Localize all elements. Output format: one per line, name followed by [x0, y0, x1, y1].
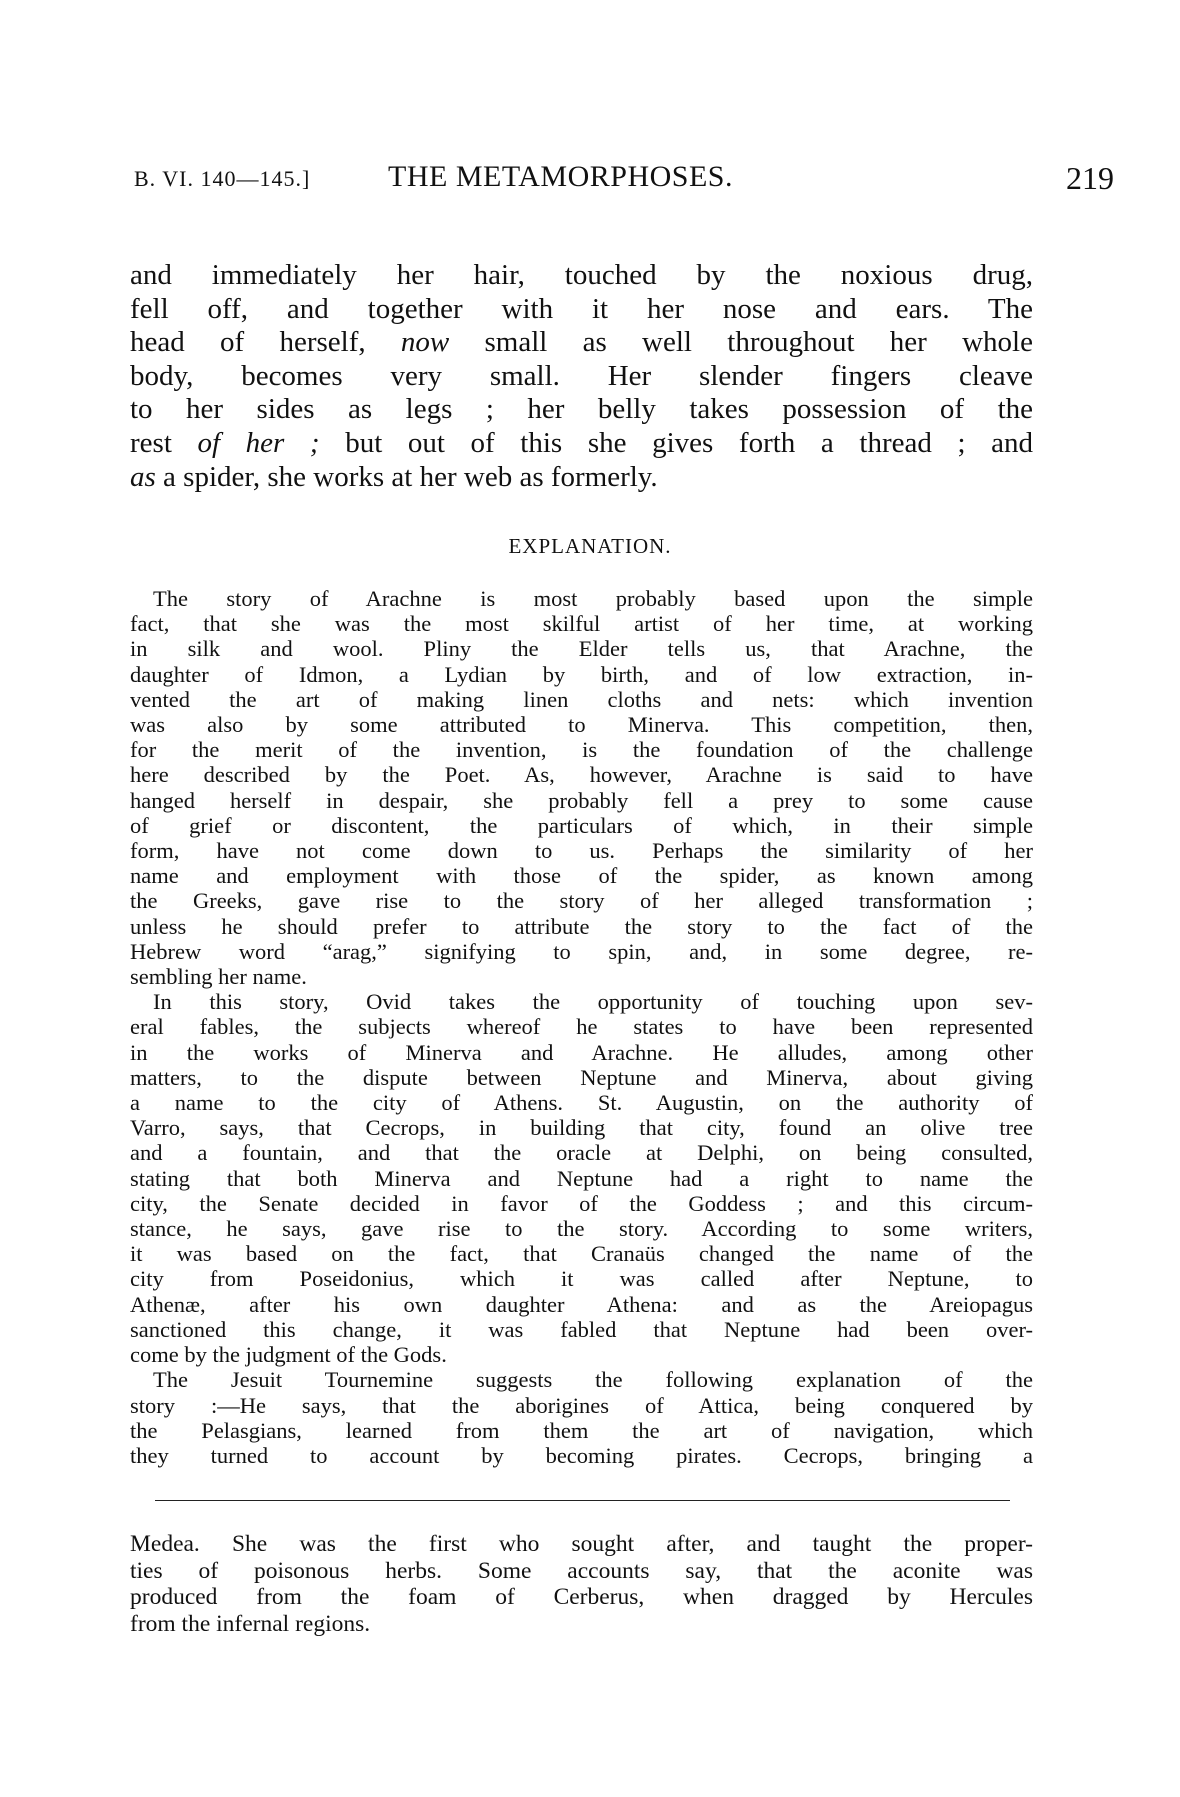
explanation-text: [130, 586, 1033, 1468]
italic-text: now: [400, 326, 450, 359]
text-line: Varro, says, that Cecrops, in building that city, found an olive tree: [130, 1115, 1033, 1141]
text-line: eral fables, the subjects whereof he states to have been represented: [130, 1014, 1033, 1040]
text-line: city from Poseidonius, which it was called after Neptune, to: [130, 1266, 1033, 1292]
text-line: city, the Senate decided in favor of the Goddess ; and this circum-: [130, 1190, 1033, 1216]
text-segment: small as well throughout her whole: [449, 326, 1033, 359]
translation-text: [130, 259, 1033, 494]
text-line: and a fountain, and that the oracle at Delphi, on being consulted,: [130, 1140, 1033, 1166]
text-line: [130, 326, 1033, 360]
text-line: it was based on the fact, that Cranaüs changed the name of the: [130, 1241, 1033, 1267]
text-line: a name to the city of Athens. St. Augustin, on the authority of: [130, 1090, 1033, 1116]
text-line: Hebrew word “arag,” signifying to spin, and, in some degree, re-: [130, 938, 1033, 964]
text-line: matters, to the dispute between Neptune and Minerva, about giving: [130, 1064, 1033, 1090]
text-segment: fell off, and together with it her nose and ears. The: [130, 292, 1033, 325]
text-line: come by the judgment of the Gods.: [130, 1342, 447, 1368]
text-line: produced from the foam of Cerberus, when dragged by Hercules: [130, 1584, 1033, 1611]
italic-text: of her ;: [197, 426, 320, 459]
text-line: [130, 461, 1033, 495]
text-line: the Pelasgians, learned from them the art of navigation, which: [130, 1417, 1033, 1443]
text-line: sanctioned this change, it was fabled that Neptune had been over-: [130, 1316, 1033, 1342]
text-line: was also by some attributed to Minerva. This competition, then,: [130, 712, 1033, 738]
page-number: 219: [1066, 160, 1114, 196]
running-header: [134, 160, 1114, 200]
footnote-text: [130, 1531, 1033, 1638]
text-line: In this story, Ovid takes the opportunity of touching upon sev-: [153, 989, 1033, 1015]
book-line-reference: B. VI. 140—145.]: [134, 166, 311, 191]
text-line: Athenæ, after his own daughter Athena: and as the Areiopagus: [130, 1291, 1033, 1317]
text-line: from the infernal regions.: [130, 1611, 371, 1638]
text-line: [130, 427, 1033, 461]
text-segment: to her sides as legs ; her belly takes possession of the: [130, 393, 1033, 426]
text-line: ties of poisonous herbs. Some accounts say, that the aconite was: [130, 1557, 1033, 1584]
text-line: they turned to account by becoming pirates. Cecrops, bringing a: [130, 1442, 1033, 1468]
italic-text: as: [130, 460, 156, 493]
running-title: THE METAMORPHOSES.: [388, 160, 733, 193]
text-line: [130, 259, 1033, 293]
text-line: for the merit of the invention, is the foundation of the challenge: [130, 737, 1033, 763]
text-line: in silk and wool. Pliny the Elder tells us, that Arachne, the: [130, 636, 1033, 662]
text-line: [130, 360, 1033, 394]
text-line: form, have not come down to us. Perhaps the similarity of her: [130, 838, 1033, 864]
text-line: fact, that she was the most skilful artist of her time, at working: [130, 611, 1033, 637]
text-line: the Greeks, gave rise to the story of her alleged transformation ;: [130, 888, 1033, 914]
text-line: in the works of Minerva and Arachne. He alludes, among other: [130, 1039, 1033, 1065]
text-line: The Jesuit Tournemine suggests the following explanation of the: [153, 1367, 1033, 1393]
footnote-divider: [155, 1500, 1010, 1501]
text-line: sembling her name.: [130, 964, 307, 990]
text-line: [130, 293, 1033, 327]
text-segment: head of herself,: [130, 326, 401, 359]
text-line: vented the art of making linen cloths and nets: which invention: [130, 686, 1033, 712]
text-line: The story of Arachne is most probably based upon the simple: [153, 586, 1033, 611]
text-line: unless he should prefer to attribute the story to the fact of the: [130, 913, 1033, 939]
text-segment: a spider, she works at her web as formerly.: [155, 460, 658, 493]
text-segment: rest: [130, 426, 198, 459]
text-segment: body, becomes very small. Her slender fingers cleave: [130, 359, 1033, 392]
text-line: here described by the Poet. As, however, Arachne is said to have: [130, 762, 1033, 788]
text-line: story :—He says, that the aborigines of Attica, being conquered by: [130, 1392, 1033, 1418]
text-line: hanged herself in despair, she probably fell a prey to some cause: [130, 787, 1033, 813]
text-line: stance, he says, gave rise to the story. According to some writers,: [130, 1216, 1033, 1242]
text-line: stating that both Minerva and Neptune had a right to name the: [130, 1165, 1033, 1191]
text-line: [130, 393, 1033, 427]
text-segment: but out of this she gives forth a thread ; and: [319, 426, 1033, 459]
text-line: Medea. She was the first who sought after, and taught the proper-: [130, 1531, 1033, 1557]
text-line: daughter of Idmon, a Lydian by birth, and of low extraction, in-: [130, 661, 1033, 687]
text-segment: and immediately her hair, touched by the noxious drug,: [130, 259, 1033, 291]
explanation-heading: EXPLANATION.: [508, 534, 672, 558]
text-line: name and employment with those of the spider, as known among: [130, 863, 1033, 889]
text-line: of grief or discontent, the particulars of which, in their simple: [130, 812, 1033, 838]
